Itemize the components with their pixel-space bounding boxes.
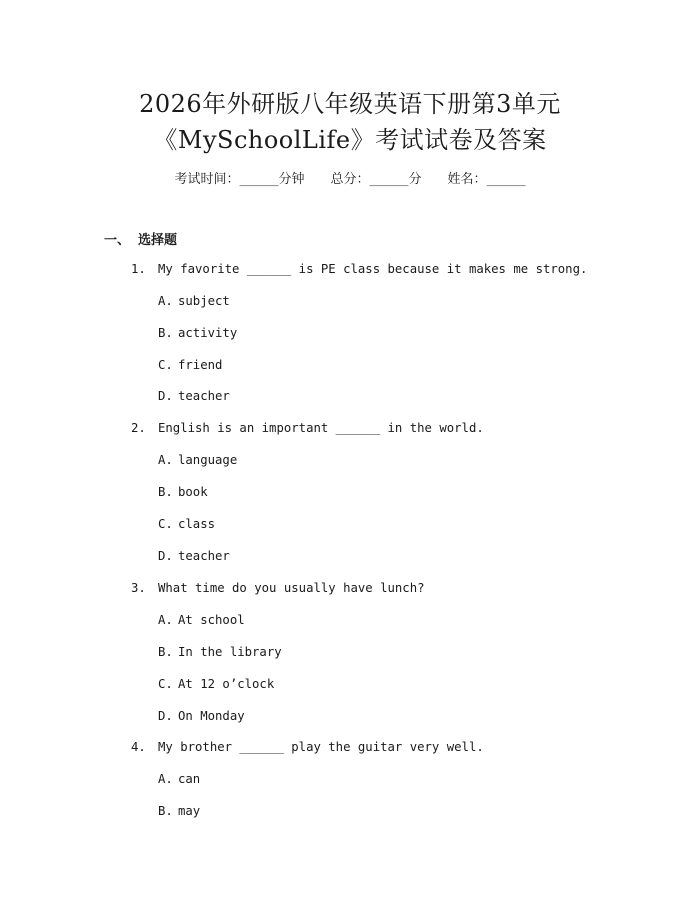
option-text: On Monday — [178, 709, 245, 723]
exam-time-field: 考试时间：______分钟 — [174, 172, 305, 187]
exam-info-row — [0, 168, 700, 187]
option-letter: D. — [158, 389, 173, 403]
option-text: teacher — [178, 389, 230, 403]
question-4 — [131, 740, 484, 754]
option-letter: B. — [158, 645, 173, 659]
section-title: 选择题 — [138, 233, 178, 248]
option-letter: C. — [158, 358, 173, 372]
question-1-option-d — [158, 389, 230, 403]
option-text: At 12 o’clock — [178, 677, 275, 691]
option-letter: B. — [158, 485, 173, 499]
total-score-field: 总分：______分 — [330, 172, 422, 187]
question-3-option-a — [158, 613, 245, 627]
question-4-option-a — [158, 772, 200, 786]
option-letter: C. — [158, 517, 173, 531]
question-4-option-b — [158, 804, 200, 818]
question-2-option-c — [158, 517, 215, 531]
option-text: teacher — [178, 549, 230, 563]
question-text: My favorite ______ is PE class because it makes me strong. — [158, 262, 588, 276]
option-letter: B. — [158, 326, 173, 340]
student-name-field: 姓名：______ — [447, 172, 526, 187]
option-text: activity — [178, 326, 238, 340]
option-text: language — [178, 453, 238, 467]
question-number: 1. — [131, 262, 146, 276]
question-1-option-b — [158, 326, 237, 340]
option-text: can — [178, 772, 201, 786]
option-text: subject — [178, 294, 230, 308]
option-text: may — [178, 804, 201, 818]
question-number: 4. — [131, 740, 146, 754]
option-letter: B. — [158, 804, 173, 818]
question-text: English is an important ______ in the world. — [158, 421, 484, 435]
question-2-option-d — [158, 549, 230, 563]
question-3-option-c — [158, 677, 274, 691]
question-number: 3. — [131, 581, 146, 595]
question-text: My brother ______ play the guitar very well. — [158, 740, 484, 754]
question-3-option-b — [158, 645, 282, 659]
option-text: In the library — [178, 645, 282, 659]
question-3-option-d — [158, 709, 245, 723]
question-number: 2. — [131, 421, 146, 435]
question-1-option-a — [158, 294, 230, 308]
question-text: What time do you usually have lunch? — [158, 581, 425, 595]
option-letter: D. — [158, 709, 173, 723]
exam-title-line-2: 《MySchoolLife》考试试卷及答案 — [153, 126, 547, 154]
option-letter: A. — [158, 613, 173, 627]
question-1 — [131, 262, 587, 276]
section-number: 一、 — [104, 233, 131, 248]
option-text: book — [178, 485, 208, 499]
option-letter: A. — [158, 772, 173, 786]
option-text: friend — [178, 358, 223, 372]
question-3 — [131, 581, 425, 595]
option-letter: A. — [158, 453, 173, 467]
option-letter: D. — [158, 549, 173, 563]
option-letter: C. — [158, 677, 173, 691]
exam-title-line-1: 2026年外研版八年级英语下册第3单元 — [139, 90, 561, 118]
option-letter: A. — [158, 294, 173, 308]
question-2-option-a — [158, 453, 237, 467]
section-heading — [104, 229, 177, 248]
question-2 — [131, 421, 484, 435]
question-1-option-c — [158, 358, 222, 372]
option-text: At school — [178, 613, 245, 627]
option-text: class — [178, 517, 216, 531]
question-2-option-b — [158, 485, 208, 499]
